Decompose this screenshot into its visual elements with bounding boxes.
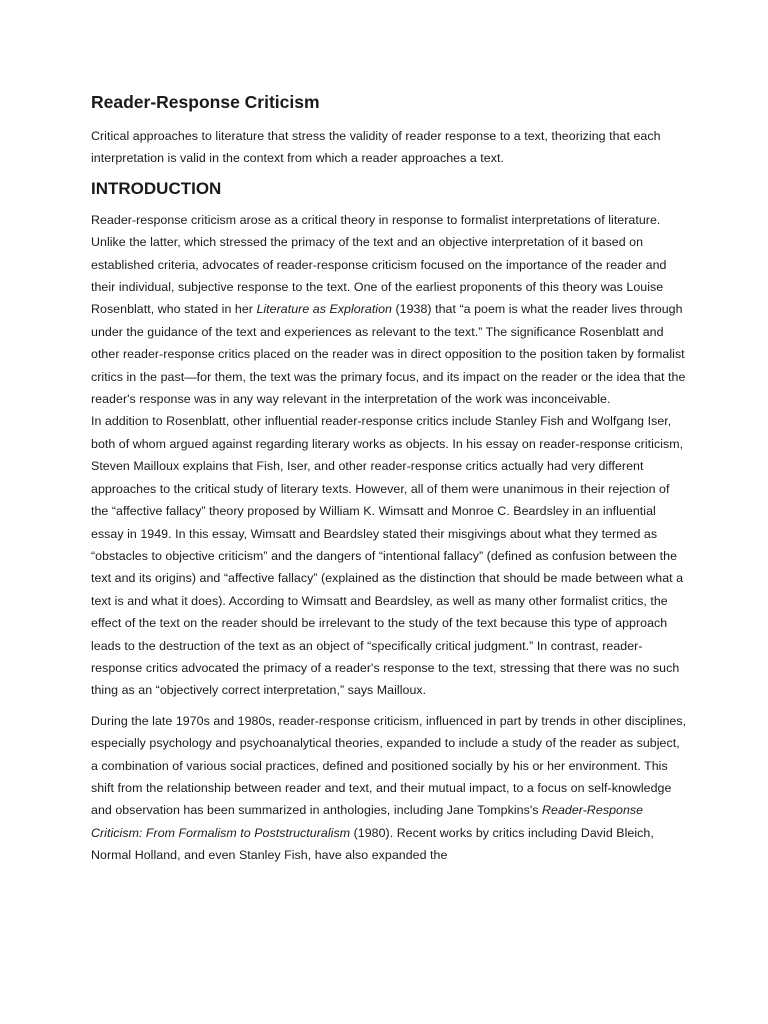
body-paragraph-3	[91, 710, 687, 867]
body-paragraph-2: In addition to Rosenblatt, other influential reader-response critics include Stanley Fish and Wolfgang Iser, both of whom argued against regarding literary works as objects. In his essay on reader-response criticism, Steven Mailloux explains that Fish, Iser, and other reader-response critics actually had very different approaches to the critical study of literary texts. However, all of them were unanimous in their rejection of the “affective fallacy” theory proposed by William K. Wimsatt and Monroe C. Beardsley in an influential essay in 1949. In this essay, Wimsatt and Beardsley stated their misgivings about what they termed as “obstacles to objective criticism” and the dangers of “intentional fallacy” (defined as confusion between the text and its origins) and “affective fallacy” (explained as the distinction that should be made between what a text is and what it does). According to Wimsatt and Beardsley, as well as many other formalist critics, the effect of the text on the reader should be irrelevant to the study of the text because this type of approach leads to the destruction of the text as an object of “specifically critical judgment.” In contrast, reader-response critics advocated the primacy of a reader's response to the text, stressing that there was no such thing as an “objectively correct interpretation,” says Mailloux.	[91, 414, 684, 698]
section-heading-introduction: INTRODUCTION	[91, 178, 222, 198]
document-title: Reader-Response Criticism	[91, 92, 320, 112]
book-title-reader-response-criticism: Reader-Response Criticism: From Formalism to Poststructuralism	[91, 803, 644, 840]
paragraph-3-text-a: During the late 1970s and 1980s, reader-response criticism, influenced in part by trends in other disciplines, especially psychology and psychoanalytical theories, expanded to include a study of the reader as subject, a combination of various social practices, defined and positioned socially by his or her environment. This shift from the relationship between reader and text, and their mutual impact, to a focus on self-knowledge and observation has been summarized in anthologies, including Jane Tompkins's	[91, 713, 687, 818]
paragraph-1-text-a: Reader-response criticism arose as a critical theory in response to formalist interpretations of literature. Unlike the latter, which stressed the primacy of the text and an objective interpretation of it based on established criteria, advocates of reader-response criticism focused on the importance of the reader and their individual, subjective response to the text. One of the earliest proponents of this theory was Louise Rosenblatt, who stated in her	[91, 212, 667, 317]
paragraph-3-text-b: (1980). Recent works by critics including David Bleich, Normal Holland, and even Stanley Fish, have also expanded the	[91, 825, 654, 863]
document-abstract: Critical approaches to literature that stress the validity of reader response to a text, theorizing that each interpretation is valid in the context from which a reader approaches a text.	[91, 129, 661, 166]
book-title-literature-as-exploration: Literature as Exploration	[256, 302, 392, 317]
paragraph-1-text-b: (1938) that “a poem is what the reader lives through under the guidance of the text and experiences as relevant to the text.” The significance Rosenblatt and other reader-response critics placed on the reader was in direct opposition to the position taken by formalist critics in the past—for them, the text was the primary focus, and its impact on the reader or the idea that the reader's response was in any way relevant in the interpretation of the work was inconceivable.	[91, 302, 686, 407]
document-page	[91, 88, 687, 867]
body-paragraph-1	[91, 209, 687, 411]
